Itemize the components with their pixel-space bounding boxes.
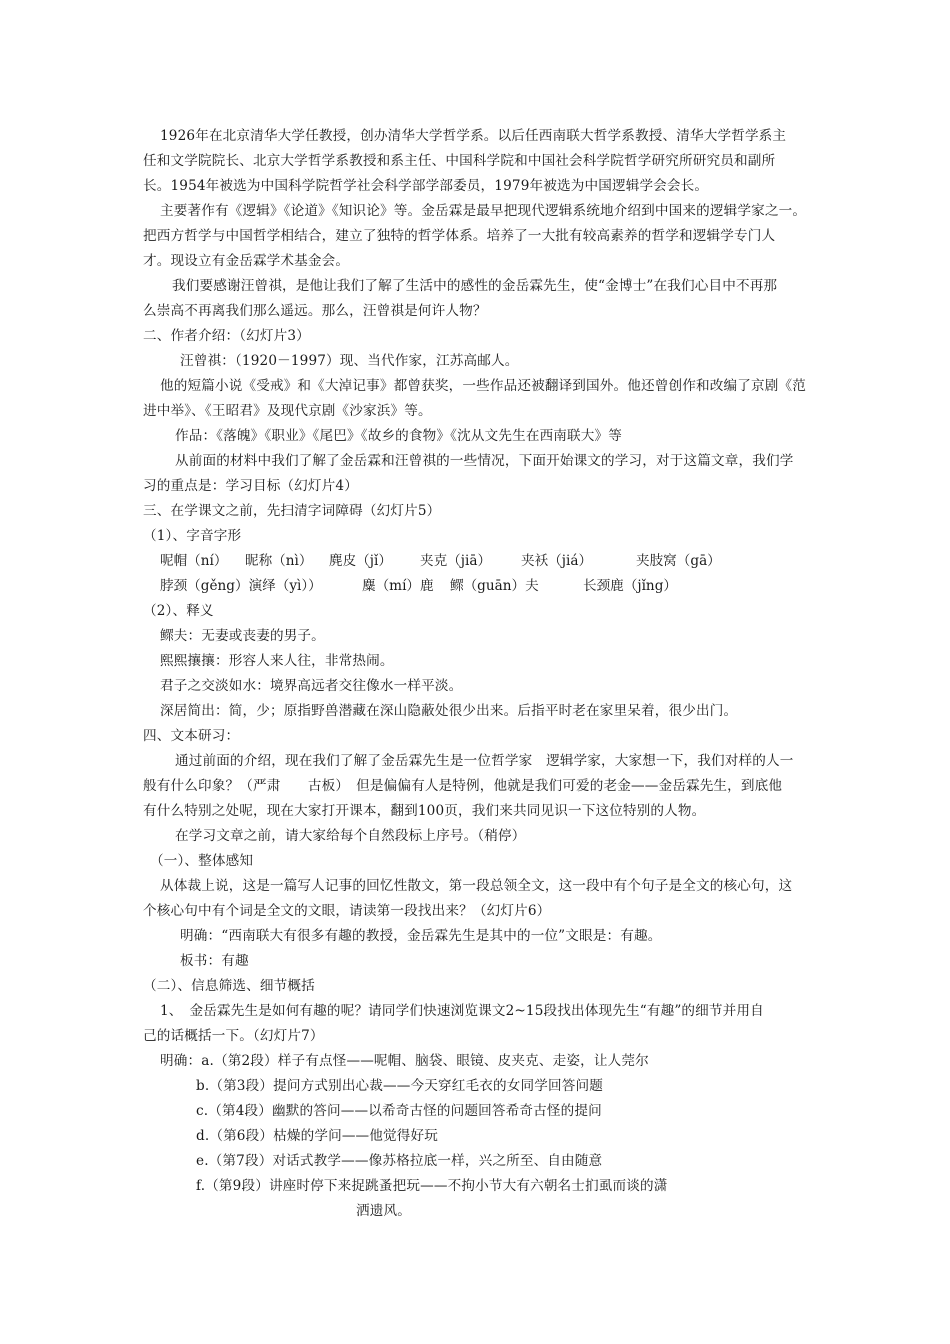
subsection-heading: （2）、释义 bbox=[143, 603, 214, 619]
text-line: 般有什么印象？（严肃 古板） 但是偏偏有人是特例，他就是我们可爱的老金——金岳霖先生，到底他 bbox=[143, 778, 783, 794]
text-line: 鳏夫：无妻或丧妻的男子。 bbox=[160, 628, 325, 644]
text-line: e.（第7段）对话式教学——像苏格拉底一样，兴之所至、自由随意 bbox=[196, 1153, 603, 1169]
text-line: 个核心句中有个词是全文的文眼，请读第一段找出来？（幻灯片6） bbox=[143, 903, 551, 919]
text-line: 通过前面的介绍，现在我们了解了金岳霖先生是一位哲学家 逻辑学家，大家想一下，我们对样的人一 bbox=[175, 753, 794, 769]
text-line: 我们要感谢汪曾祺，是他让我们了解了生活中的感性的金岳霖先生，使“金博士”在我们心目中不再那 bbox=[172, 278, 778, 294]
text-line: 君子之交淡如水：境界高远者交往像水一样平淡。 bbox=[160, 678, 463, 694]
text-line: 汪曾祺：（1920－1997）现、当代作家，江苏高邮人。 bbox=[180, 353, 519, 369]
pronunciation-item: 昵称（nì） bbox=[245, 553, 313, 569]
pronunciation-item: 麋（mí）鹿 bbox=[362, 578, 434, 594]
subsection-heading: （一）、整体感知 bbox=[150, 853, 254, 869]
text-line: 明确：“西南联大有很多有趣的教授，金岳霖先生是其中的一位”文眼是：有趣。 bbox=[180, 928, 662, 944]
text-line: 熙熙攘攘：形容人来人往，非常热闹。 bbox=[160, 653, 394, 669]
section-heading: 四、文本研习： bbox=[143, 728, 240, 744]
text-line: 在学习文章之前，请大家给每个自然段标上序号。（稍停） bbox=[175, 828, 526, 844]
text-line: 洒遗风。 bbox=[356, 1203, 411, 1219]
text-line: 习的重点是：学习目标（幻灯片4） bbox=[143, 478, 358, 494]
text-line: 作品：《落魄》《职业》《尾巴》《故乡的食物》《沈从文先生在西南联大》等 bbox=[175, 428, 623, 444]
pronunciation-item: 长颈鹿（jǐng） bbox=[583, 578, 677, 594]
text-line: 从体裁上说，这是一篇写人记事的回忆性散文，第一段总领全文，这一段中有个句子是全文的核心句，这 bbox=[160, 878, 793, 894]
text-line: 主要著作有《逻辑》《论道》《知识论》等。金岳霖是最早把现代逻辑系统地介绍到中国来的逻辑学家之一。 bbox=[160, 203, 807, 219]
pronunciation-item: 夹袄（jiá） bbox=[521, 553, 593, 569]
text-line: 己的话概括一下。（幻灯片7） bbox=[143, 1028, 324, 1044]
text-line: 从前面的材料中我们了解了金岳霖和汪曾祺的一些情况，下面开始课文的学习，对于这篇文章，我们学 bbox=[175, 453, 794, 469]
pronunciation-item: 夹肢窝（gā） bbox=[636, 553, 721, 569]
subsection-heading: （1）、字音字形 bbox=[143, 528, 242, 544]
text-line: c.（第4段）幽默的答问——以希奇古怪的问题回答希奇古怪的提问 bbox=[196, 1103, 602, 1119]
subsection-heading: （二）、信息筛选、细节概括 bbox=[143, 978, 315, 994]
pronunciation-item: 鳏（guān）夫 bbox=[450, 578, 539, 594]
text-line: f.（第9段）讲座时停下来捉跳蚤把玩——不拘小节大有六朝名士扪虱而谈的潇 bbox=[196, 1178, 668, 1194]
pronunciation-item: 夹克（jiā） bbox=[420, 553, 492, 569]
text-line: 长。1954年被选为中国科学院哲学社会科学部学部委员，1979年被选为中国逻辑学会会长。 bbox=[143, 178, 709, 194]
text-line: 进中举》、《王昭君》及现代京剧《沙家浜》等。 bbox=[143, 403, 432, 419]
section-heading: 二、作者介绍：（幻灯片3） bbox=[143, 328, 310, 344]
pronunciation-item: 脖颈（gěng）演绎（yì）） bbox=[160, 578, 322, 594]
text-line: d.（第6段）枯燥的学问——他觉得好玩 bbox=[196, 1128, 439, 1144]
text-line: 1926年在北京清华大学任教授，创办清华大学哲学系。以后任西南联大哲学系教授、清华大学哲学系主 bbox=[160, 128, 787, 144]
text-line: 深居简出：简，少；原指野兽潜藏在深山隐蔽处很少出来。后指平时老在家里呆着，很少出门。 bbox=[160, 703, 738, 719]
pronunciation-item: 麂皮（jǐ） bbox=[329, 553, 392, 569]
text-line: 任和文学院院长、北京大学哲学系教授和系主任、中国科学院和中国社会科学院哲学研究所研究员和副所 bbox=[143, 153, 776, 169]
text-line: b.（第3段）提问方式别出心裁——今天穿红毛衣的女同学回答问题 bbox=[196, 1078, 603, 1094]
text-line: 才。现设立有金岳霖学术基金会。 bbox=[143, 253, 350, 269]
pronunciation-item: 呢帽（ní） bbox=[160, 553, 228, 569]
text-line: 他的短篇小说《受戒》和《大淖记事》都曾获奖，一些作品还被翻译到国外。他还曾创作和改编了京剧《范 bbox=[160, 378, 806, 394]
section-heading: 三、在学课文之前，先扫清字词障碍（幻灯片5） bbox=[143, 503, 441, 519]
text-line: 把西方哲学与中国哲学相结合，建立了独特的哲学体系。培养了一大批有较高素养的哲学和逻辑学专门人 bbox=[143, 228, 776, 244]
text-line: 么崇高不再离我们那么遥远。那么，汪曾祺是何许人物？ bbox=[143, 303, 487, 319]
text-line: 1、 金岳霖先生是如何有趣的呢？请同学们快速浏览课文2~15段找出体现先生“有趣”的细节并用自 bbox=[160, 1003, 764, 1019]
text-line: 明确：a.（第2段）样子有点怪——呢帽、脑袋、眼镜、皮夹克、走姿，让人莞尔 bbox=[160, 1053, 649, 1069]
text-line: 有什么特别之处呢，现在大家打开课本，翻到100页，我们来共同见识一下这位特别的人物。 bbox=[143, 803, 706, 819]
text-line: 板书：有趣 bbox=[180, 953, 249, 969]
